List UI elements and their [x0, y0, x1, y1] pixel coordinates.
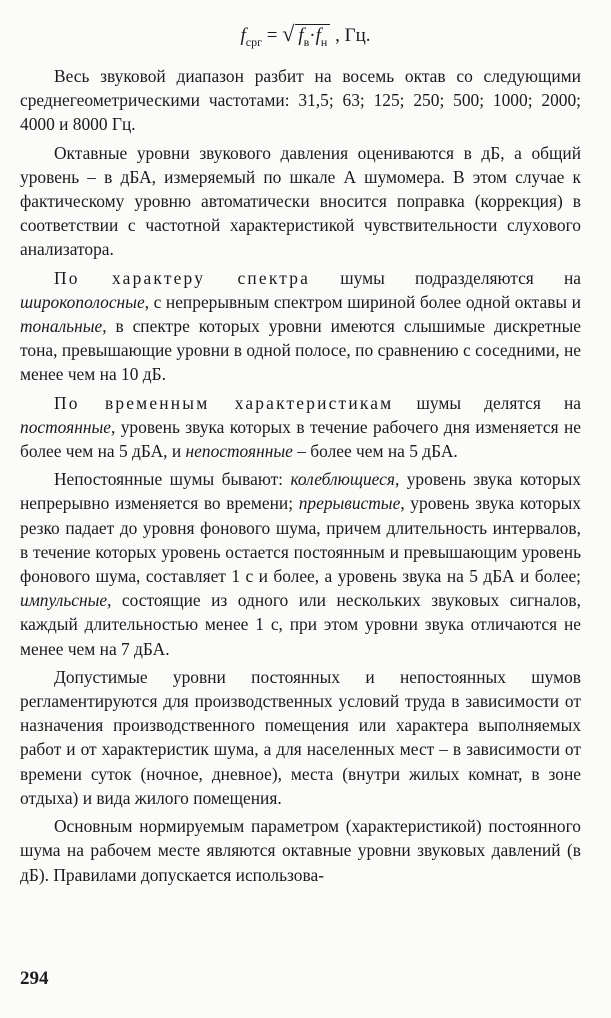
paragraph-7: Основным нормируемым параметром (характеристикой) постоянного шума на рабочем месте являются октавные уровни звуковых давлений (в дБ). Правилами допускается использова- [20, 816, 581, 885]
paragraph-5-text-1: Непостоянные шумы бывают: [54, 469, 291, 490]
term-intermittent: прерывистые [298, 493, 401, 514]
formula-equals: = [266, 25, 278, 46]
formula-radicand [295, 24, 330, 53]
term-constant: постоянные [20, 416, 111, 437]
paragraph-4 [20, 391, 581, 464]
term-fluctuating: колеблющиеся [290, 469, 395, 490]
paragraph-4-text-3: – более чем на 5 дБА. [292, 441, 458, 462]
spaced-term: По характеру спектра [54, 267, 311, 288]
formula-unit: , Гц. [335, 25, 371, 46]
formula [0, 20, 611, 56]
paragraph-4-text-2: , уровень звука которых в течение рабочего дня изменяется не более чем на 5 дБА, и [20, 416, 581, 462]
paragraph-1: Весь звуковой диапазон разбит на восемь октав со следующими среднегеометрическими частотами: 31,5; 63; 125; 250; 500; 1000; 2000; 4000 и 8000 Гц. [20, 66, 581, 135]
paragraph-5-text-3: , уровень звука которых резко падает до уровня фонового шума, причем длительность интервалов, в течение которых уровень остается постоянным и превышающим уровень фонового шума, составляет 1 с и более, а уровень звука на 5 дБА и более; [20, 493, 581, 587]
paragraph-6: Допустимые уровни постоянных и непостоянных шумов регламентируются для производственных условий труда в зависимости от назначения производственного помещения или характера выполняемых работ и от характеристик шума, а для населенных мест – в зависимости от времени суток (ночное, дневное), места (внутри жилых комнат, в зоне отдыха) и вида жилого помещения. [20, 666, 581, 808]
paragraph-3 [20, 266, 581, 387]
term-tonal: тональные [20, 316, 103, 337]
formula-lhs-sub: срг [245, 34, 263, 49]
paragraph-3-text-2: , с непрерывным спектром шириной более одной октавы и [144, 291, 581, 312]
paragraph-5 [20, 467, 581, 661]
term-nonconstant: непостоянные [185, 441, 293, 462]
sqrt-symbol: √ [282, 21, 295, 46]
paragraph-3-text-1: шумы подразделяются на [310, 267, 581, 288]
formula-dot: · [309, 25, 316, 46]
spaced-term: По временным характеристикам [54, 392, 394, 413]
term-broadband: широкополосные [20, 291, 145, 312]
paragraph-2: Октавные уровни звукового давления оцениваются в дБ, а общий уровень – в дБА, измеряемый по шкале А шумомера. В этом случае к фактическому уровню автоматически вносится поправка (коррекция) в соответствии с частотной характеристикой чувствительности слухового анализатора. [20, 142, 581, 260]
paragraph-4-text-1: шумы делятся на [393, 392, 581, 413]
formula-fa-sub: в [303, 34, 310, 49]
formula-fb-sub: н [320, 34, 328, 49]
paragraph-5-text-4: , состоящие из одного или нескольких звуковых сигналов, каждый длительностью менее 1 с, при этом уровни звука отличаются не менее чем на 7 дБА. [20, 590, 581, 659]
formula-fa: f [298, 25, 304, 46]
paragraph-5-text-2: , уровень звука которых непрерывно изменяется во времени; [20, 469, 581, 514]
term-impulse: импульсные [20, 590, 108, 611]
body-text [20, 64, 581, 891]
formula-fb: f [315, 25, 321, 46]
paragraph-3-text-3: , в спектре которых уровни имеются слышимые дискретные тона, превышающие уровни в одной полосе, по сравнению с соседними, не менее чем на 10 дБ. [20, 316, 581, 385]
formula-lhs: f [240, 25, 246, 46]
page-number: 294 [20, 968, 49, 989]
